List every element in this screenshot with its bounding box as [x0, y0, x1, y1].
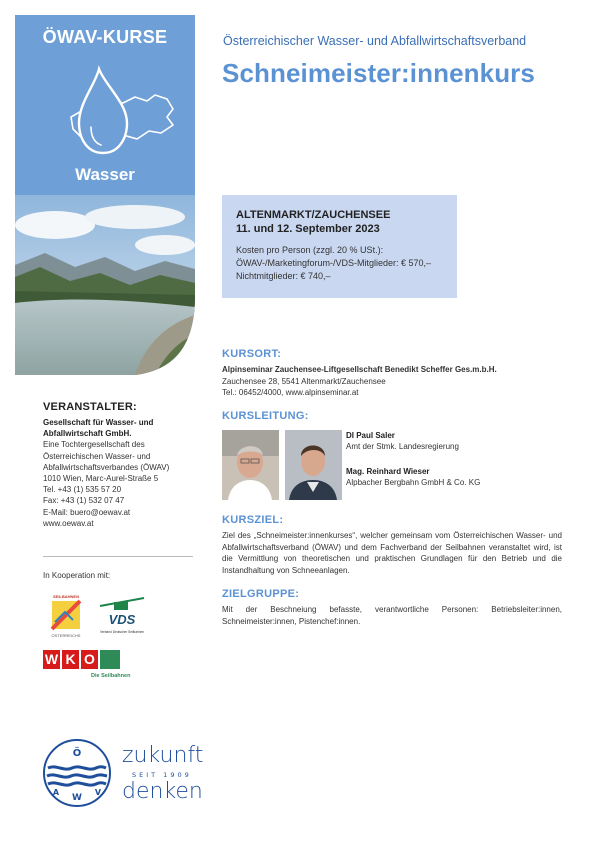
wko-letter-w: W — [44, 651, 59, 667]
kursort-address: Zauchensee 28, 5541 Altenmarkt/Zauchensee — [222, 376, 386, 386]
organizer-address: 1010 Wien, Marc-Aurel-Straße 5 — [43, 474, 159, 484]
organizer-tel: Tel. +43 (1) 535 57 20 — [43, 485, 122, 495]
zielgruppe-heading: ZIELGRUPPE: — [222, 588, 300, 600]
organizer-block — [43, 401, 203, 529]
slogan-seit: SEIT 1909 — [132, 771, 192, 779]
leader-1-org: Amt der Stmk. Landesregierung — [346, 442, 459, 451]
water-drop-austria-icon — [51, 65, 191, 165]
vds-logo — [98, 592, 146, 640]
wko-letter-o: O — [81, 650, 98, 669]
course-cost — [236, 244, 457, 283]
organizer-desc-1: Eine Tochtergesellschaft des — [43, 440, 145, 450]
seal-letter-w: W — [72, 793, 82, 803]
seilbahnen-logo-text: SEILBAHNEN — [52, 594, 80, 599]
organizer-desc-2: Österreichischen Wasser- und — [43, 451, 151, 461]
section-zielgruppe — [222, 588, 562, 627]
course-title: Schneimeister:innenkurs — [222, 58, 535, 88]
leader-photo-saler — [222, 430, 279, 500]
cost-members: ÖWAV-/Marketingforum-/VDS-Mitglieder: € 570,– — [236, 258, 432, 268]
kursort-contact: Tel.: 06452/4000, www.alpinseminar.at — [222, 388, 359, 397]
course-info-box — [222, 195, 457, 298]
organizer-name-2: Abfallwirtschaft GmbH. — [43, 429, 132, 439]
section-kursziel — [222, 514, 562, 576]
course-leaders — [222, 430, 562, 502]
river-landscape-photo — [15, 195, 195, 375]
org-name: Österreichischer Wasser- und Abfallwirtschaftsverband — [223, 34, 527, 48]
course-date: 11. und 12. September 2023 — [236, 223, 380, 235]
brand-subtitle: Wasser — [75, 165, 135, 184]
organizer-email[interactable]: E-Mail: buero@oewav.at — [43, 507, 131, 517]
slogan-denken: denken — [122, 779, 203, 804]
kursort-venue: Alpinseminar Zauchensee-Liftgesellschaft Benedikt Scheffer Ges.m.b.H. — [222, 365, 497, 374]
oesterreich-logo-text: ÖSTERREICHS — [51, 633, 81, 638]
course-location: ALTENMARKT/ZAUCHENSEE — [236, 209, 391, 221]
oewav-seal-logo — [42, 738, 112, 808]
kursziel-heading: KURSZIEL: — [222, 514, 284, 526]
organizer-web[interactable]: www.oewav.at — [43, 518, 94, 528]
section-kursort — [222, 348, 562, 399]
seal-letter-oe: Ö — [72, 748, 82, 759]
leader-1 — [346, 430, 566, 452]
cooperation-label: In Kooperation mit: — [43, 571, 111, 580]
cost-label: Kosten pro Person (zzgl. 20 % USt.): — [236, 245, 384, 255]
kursleitung-heading: KURSLEITUNG: — [222, 410, 309, 422]
seal-letter-v: V — [94, 788, 102, 797]
cost-nonmembers: Nichtmitglieder: € 740,– — [236, 271, 331, 281]
organizer-fax: Fax: +43 (1) 532 07 47 — [43, 496, 125, 506]
vds-logo-sub: Verband Deutscher Seilbahnen — [99, 630, 145, 634]
slogan-zukunft: zukunft — [122, 743, 204, 768]
divider — [43, 556, 193, 557]
wko-green-emblem — [100, 650, 120, 669]
leader-2-name: Mag. Reinhard Wieser — [346, 467, 430, 476]
vds-logo-text: VDS — [108, 612, 136, 627]
organizer-heading: VERANSTALTER: — [43, 401, 137, 413]
zielgruppe-text: Mit der Beschneiung befasste, verantwortliche Personen: Betriebsleiter:innen, Schneimeister:innen, Pistenchef:innen. — [222, 605, 562, 626]
wko-letter-k: K — [62, 650, 79, 669]
kursziel-text: Ziel des „Schneimeister:innenkurses“, welcher gemeinsam vom Österreichischen Wasser- und Abfallwirtschaftsverband (ÖWAV) und dem Fachverband der Seilbahnen veranstaltet wird, ist die Vermittlung von theoretischen und praktischen Grundlagen für den Betrieb und die Instandhaltung von Schneeanlagen. — [222, 531, 562, 575]
wko-logo-sub: Die Seilbahnen — [91, 673, 131, 679]
seilbahnen-logo — [43, 592, 89, 640]
seal-letter-a: A — [52, 788, 60, 797]
leader-1-name: DI Paul Saler — [346, 431, 395, 440]
leader-2-org: Alpbacher Bergbahn GmbH & Co. KG — [346, 478, 481, 487]
leader-2 — [346, 466, 566, 488]
leader-photo-wieser — [285, 430, 342, 500]
brand-title: ÖWAV-KURSE — [42, 27, 168, 47]
organizer-desc-3: Abfallwirtschaftsverbandes (ÖWAV) — [43, 462, 170, 472]
wko-logo — [43, 650, 153, 690]
section-kursleitung — [222, 410, 562, 426]
organizer-name-1: Gesellschaft für Wasser- und — [43, 418, 154, 427]
kursort-heading: KURSORT: — [222, 348, 282, 360]
brand-block — [15, 15, 195, 195]
